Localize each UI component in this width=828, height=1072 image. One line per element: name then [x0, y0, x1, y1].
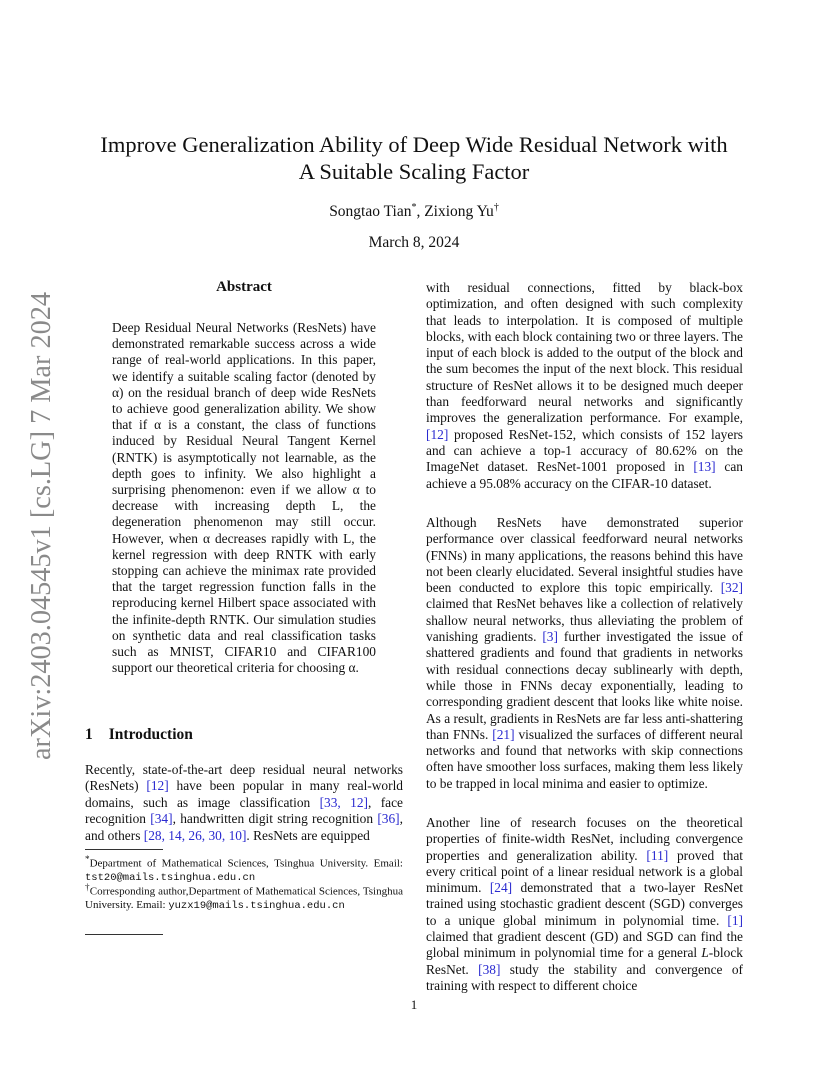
citation-link[interactable]: [34]: [150, 811, 173, 827]
title-line-2: A Suitable Scaling Factor: [298, 159, 530, 184]
citation-link[interactable]: [13]: [693, 459, 716, 475]
text-run: proved that every critical point of a linear residual network is a global minimum.: [426, 847, 743, 896]
page-number: 1: [410, 997, 418, 1012]
text-run: -block ResNet.: [426, 945, 743, 977]
footnote-email[interactable]: tst20@mails.tsinghua.edu.cn: [85, 872, 256, 885]
footnote-rule: [85, 849, 163, 850]
text-run: Another line of research focuses on the theoretical properties of finite-width ResNet, including convergence properties and generalization ability.: [426, 815, 743, 863]
section-title: Introduction: [108, 726, 193, 743]
paper-title: [40, 131, 788, 185]
text-run: proposed ResNet-152, which consists of 152 layers and can achieve a top-1 accuracy of 80.62% on the ImageNet dataset. ResNet-1001 proposed in: [426, 426, 743, 475]
text-run: demonstrated that a two-layer ResNet trained using stochastic gradient descent (SGD) converges to a unique global minimum in polynomial time.: [426, 880, 743, 928]
arxiv-watermark-text: arXiv:2403.04545v1 [cs.LG] 7 Mar 2024: [26, 296, 57, 760]
right-paragraph-1: [426, 280, 743, 492]
text-run: Although ResNets have demonstrated superior performance over classical feedforward neural networks (FNNs) in many applications, the reasons behind this have not been clearly elucidated. Several insightful studies have been conducted to explore this topic empirically.: [426, 515, 743, 596]
author-name: Songtao Tian: [329, 203, 412, 221]
text-run: with residual connections, fitted by black-box optimization, and often designed with such complexity that leads to interpolation. It is composed of multiple blocks, with each block containing two or three layers. The input of each block is added to the output of the block and the sum becomes the input of the next block. This residual structure of ResNet allows it to be designed much deeper than feedforward neural networks and significantly improves the generalization performance. For example,: [426, 280, 743, 426]
abstract-heading: Abstract: [216, 279, 272, 295]
footnote-mark: *: [85, 854, 90, 864]
text-run: claimed that gradient descent (GD) and SGD can find the global minimum in polynomial time for a general: [426, 929, 743, 961]
citation-link[interactable]: [33, 12]: [319, 794, 368, 810]
footnote-end-rule: [85, 934, 163, 935]
footnote-text: Corresponding author,Department of Mathematical Sciences, Tsinghua University. Email:: [85, 885, 403, 912]
text-run: , face recognition: [85, 794, 403, 827]
footnote-email[interactable]: yuzx19@mails.tsinghua.edu.cn: [168, 900, 345, 913]
citation-link[interactable]: [24]: [489, 880, 513, 896]
text-run: , handwritten digit string recognition: [172, 811, 378, 827]
text-run: further investigated the issue of shattered gradients and found that gradients in networks with residual connections decay sublinearly with depth, while those in FNNs decay exponentially, leading to corresponding gradient descent that looks like white noise. As a result, gradients in ResNets are far less anti-shattering than FNNs.: [426, 629, 743, 742]
math-variable: L: [701, 945, 709, 961]
citation-link[interactable]: [3]: [542, 629, 558, 645]
citation-link[interactable]: [11]: [646, 847, 669, 863]
citation-link[interactable]: [32]: [720, 580, 743, 596]
author-list: [0, 202, 828, 221]
citation-link[interactable]: [28, 14, 26, 30, 10]: [143, 827, 247, 843]
right-paragraph-3: [426, 815, 743, 994]
text-run: Recently, state-of-the-art deep residual neural networks (ResNets): [85, 762, 403, 794]
citation-link[interactable]: [12]: [146, 778, 169, 794]
title-line-1: Improve Generalization Ability of Deep Wide Residual Network with: [100, 132, 728, 157]
text-run: have been popular in many real-world domains, such as image classification: [85, 778, 403, 810]
footnote-mark: †: [85, 882, 90, 892]
footnote-text: Department of Mathematical Sciences, Tsinghua University. Email:: [89, 857, 403, 870]
citation-link[interactable]: [36]: [377, 811, 400, 827]
author-name: Zixiong Yu: [424, 203, 494, 221]
section-heading: [85, 726, 193, 744]
text-run: visualized the surfaces of different neural networks and found that networks with skip connections often have smoother loss surfaces, making them less likely to be trapped in local minima and easier to optimize.: [426, 726, 743, 791]
citation-link[interactable]: [21]: [492, 726, 515, 742]
author-separator: ,: [416, 203, 425, 221]
citation-link[interactable]: [12]: [426, 426, 449, 442]
citation-link[interactable]: [38]: [478, 961, 501, 977]
author-mark: *: [411, 202, 417, 213]
footnote-2: [85, 881, 403, 914]
paper-date: March 8, 2024: [368, 234, 460, 251]
right-paragraph-2: [426, 515, 743, 792]
text-run: . ResNets are equipped: [246, 827, 370, 843]
section-number: 1: [85, 726, 93, 743]
citation-link[interactable]: [1]: [727, 912, 743, 928]
text-run: , and others: [85, 811, 403, 843]
intro-paragraph: [85, 762, 403, 844]
text-run: claimed that ResNet behaves like a collection of relatively shallow neural networks, thus alleviating the problem of vanishing gradients.: [426, 596, 743, 645]
text-run: study the stability and convergence of training with respect to different choice: [426, 961, 743, 993]
author-mark: †: [493, 202, 499, 213]
text-run: can achieve a 95.08% accuracy on the CIFAR-10 dataset.: [426, 459, 743, 491]
abstract-body: Deep Residual Neural Networks (ResNets) have demonstrated remarkable success across a wide range of real-world applications. In this paper, we identify a suitable scaling factor (denoted by α) on the residual branch of deep wide ResNets to achieve good generalization ability. We show that if α is a constant, the class of functions induced by Residual Neural Tangent Kernel (RNTK) is asymptotically not learnable, as the depth goes to infinity. We also highlight a surprising phenomenon: even if we allow α to decrease with increasing depth L, the degeneration phenomenon may still occur. However, when α decreases rapidly with L, the kernel regression with deep RNTK with early stopping can achieve the minimax rate provided that the target regression function falls in the reproducing kernel Hilbert space associated with the infinite-depth RNTK. Our simulation studies on synthetic data and real classification tasks such as MNIST, CIFAR10 and CIFAR100 support our theoretical criteria for choosing α.: [112, 320, 376, 676]
arxiv-watermark: [14, 290, 60, 760]
